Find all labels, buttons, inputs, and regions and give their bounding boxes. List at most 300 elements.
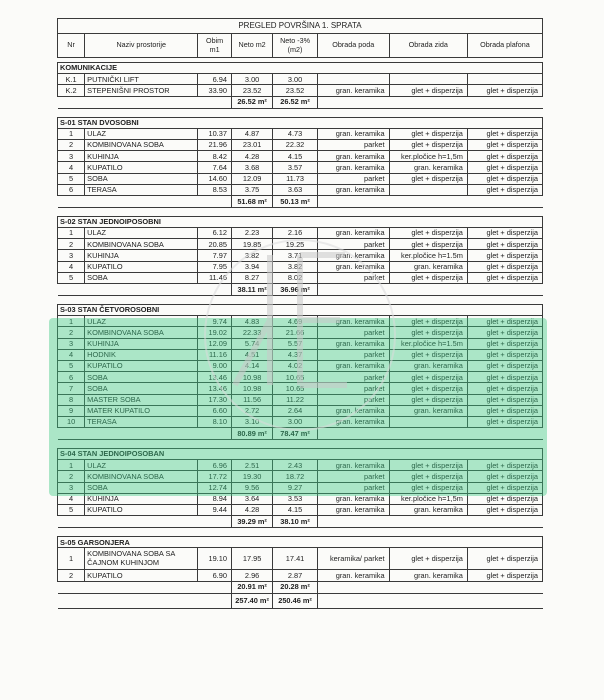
cell-nr: 2 — [58, 570, 85, 581]
table-row — [58, 548, 543, 570]
cell-net-area-minus3: 3.82 — [273, 261, 318, 272]
cell-net-area-minus3: 10.65 — [273, 372, 318, 383]
cell-perimeter: 20.85 — [198, 239, 232, 250]
subtotal-spacer — [58, 516, 232, 528]
cell-floor-finish: gran. keramika — [317, 505, 389, 516]
subtotal-net-area-minus3: 78.47 m² — [273, 428, 318, 440]
cell-wall-finish: glet + disperzija — [389, 383, 467, 394]
cell-perimeter: 11.46 — [198, 272, 232, 283]
cell-perimeter: 6.96 — [198, 460, 232, 471]
cell-nr: 1 — [58, 228, 85, 239]
cell-room-name: MATER KUPATILO — [85, 405, 198, 416]
cell-floor-finish: gran. keramika — [317, 151, 389, 162]
cell-nr: 7 — [58, 383, 85, 394]
cell-net-area-minus3: 3.57 — [273, 162, 318, 173]
cell-perimeter: 12.09 — [198, 338, 232, 349]
cell-wall-finish: glet + disperzija — [389, 372, 467, 383]
cell-floor-finish: parket — [317, 372, 389, 383]
cell-net-area-minus3: 4.37 — [273, 349, 318, 360]
cell-net-area: 3.94 — [231, 261, 272, 272]
cell-net-area-minus3: 5.57 — [273, 338, 318, 349]
section-header-row — [58, 117, 543, 128]
cell-perimeter: 6.90 — [198, 570, 232, 581]
cell-nr: 1 — [58, 128, 85, 139]
section-header-row — [58, 537, 543, 548]
cell-net-area: 5.74 — [231, 338, 272, 349]
cell-nr: 6 — [58, 372, 85, 383]
table-row — [58, 383, 543, 394]
spacer-cell — [58, 108, 543, 117]
cell-room-name: KUHINJA — [85, 493, 198, 504]
cell-wall-finish: glet + disperzija — [389, 85, 467, 96]
cell-net-area: 4.28 — [231, 505, 272, 516]
cell-nr: 5 — [58, 272, 85, 283]
cell-ceiling-finish: glet + disperzija — [467, 250, 542, 261]
subtotal-spacer — [58, 284, 232, 296]
cell-room-name: ULAZ — [85, 228, 198, 239]
cell-nr: 5 — [58, 173, 85, 184]
table-row — [58, 261, 543, 272]
cell-floor-finish: parket — [317, 239, 389, 250]
cell-perimeter: 11.16 — [198, 349, 232, 360]
header-floor-finish: Obrada poda — [317, 34, 389, 58]
cell-perimeter: 8.10 — [198, 416, 232, 427]
cell-net-area-minus3: 9.27 — [273, 482, 318, 493]
cell-net-area-minus3: 17.41 — [273, 548, 318, 570]
cell-net-area-minus3: 4.69 — [273, 316, 318, 327]
table-row — [58, 349, 543, 360]
total-spacer — [58, 593, 232, 608]
cell-net-area: 19.85 — [231, 239, 272, 250]
cell-nr: 6 — [58, 184, 85, 195]
header-nr: Nr — [58, 34, 85, 58]
cell-wall-finish: glet + disperzija — [389, 228, 467, 239]
cell-room-name: SOBA — [85, 173, 198, 184]
subtotal-net-area: 80.89 m² — [231, 428, 272, 440]
cell-ceiling-finish: glet + disperzija — [467, 383, 542, 394]
cell-floor-finish: gran. keramika — [317, 250, 389, 261]
cell-net-area-minus3: 21.66 — [273, 327, 318, 338]
cell-net-area-minus3: 11.73 — [273, 173, 318, 184]
cell-net-area-minus3: 2.64 — [273, 405, 318, 416]
cell-perimeter: 13.46 — [198, 372, 232, 383]
cell-net-area: 19.30 — [231, 471, 272, 482]
cell-net-area-minus3: 19.25 — [273, 239, 318, 250]
cell-net-area-minus3: 3.71 — [273, 250, 318, 261]
cell-nr: 2 — [58, 139, 85, 150]
table-row — [58, 505, 543, 516]
cell-nr: 1 — [58, 316, 85, 327]
subtotal-net-area: 26.52 m² — [231, 96, 272, 108]
cell-floor-finish: parket — [317, 272, 389, 283]
subtotal-spacer — [317, 516, 542, 528]
cell-net-area-minus3: 3.00 — [273, 74, 318, 85]
spacer-cell — [58, 207, 543, 216]
total-spacer — [317, 593, 542, 608]
table-row — [58, 139, 543, 150]
cell-net-area: 4.28 — [231, 151, 272, 162]
table-row — [58, 184, 543, 195]
cell-room-name: SOBA — [85, 372, 198, 383]
cell-wall-finish: gran. keramika — [389, 505, 467, 516]
table-row — [58, 272, 543, 283]
cell-wall-finish: glet + disperzija — [389, 482, 467, 493]
cell-floor-finish: gran. keramika — [317, 128, 389, 139]
cell-room-name: STEPENIŠNI PROSTOR — [85, 85, 198, 96]
cell-wall-finish: glet + disperzija — [389, 349, 467, 360]
cell-net-area: 2.96 — [231, 570, 272, 581]
cell-net-area: 3.00 — [231, 74, 272, 85]
subtotal-spacer — [58, 428, 232, 440]
cell-ceiling-finish: glet + disperzija — [467, 151, 542, 162]
cell-net-area: 10.98 — [231, 383, 272, 394]
cell-ceiling-finish: glet + disperzija — [467, 162, 542, 173]
cell-perimeter: 6.94 — [198, 74, 232, 85]
cell-floor-finish: parket — [317, 173, 389, 184]
cell-room-name: ULAZ — [85, 460, 198, 471]
spacer-row — [58, 440, 543, 449]
cell-wall-finish: glet + disperzija — [389, 327, 467, 338]
cell-floor-finish: gran. keramika — [317, 360, 389, 371]
cell-net-area-minus3: 10.65 — [273, 383, 318, 394]
cell-ceiling-finish: glet + disperzija — [467, 416, 542, 427]
cell-nr: 4 — [58, 493, 85, 504]
subtotal-spacer — [58, 581, 232, 593]
section-subtotal-row — [58, 428, 543, 440]
cell-floor-finish: gran. keramika — [317, 162, 389, 173]
section-subtotal-row — [58, 195, 543, 207]
cell-perimeter: 7.64 — [198, 162, 232, 173]
cell-net-area: 2.72 — [231, 405, 272, 416]
cell-floor-finish: keramika/ parket — [317, 548, 389, 570]
subtotal-spacer — [317, 581, 542, 593]
header-perimeter: Obim m1 — [198, 34, 232, 58]
header-ceiling-finish: Obrada plafona — [467, 34, 542, 58]
table-row — [58, 493, 543, 504]
cell-ceiling-finish: glet + disperzija — [467, 139, 542, 150]
cell-nr: 3 — [58, 338, 85, 349]
cell-net-area-minus3: 3.63 — [273, 184, 318, 195]
cell-wall-finish: ker.pločice h=1,5m — [389, 151, 467, 162]
spacer-row — [58, 207, 543, 216]
cell-net-area: 3.68 — [231, 162, 272, 173]
cell-net-area: 11.56 — [231, 394, 272, 405]
cell-ceiling-finish: glet + disperzija — [467, 482, 542, 493]
cell-net-area-minus3: 2.16 — [273, 228, 318, 239]
cell-perimeter: 8.94 — [198, 493, 232, 504]
section-header-row — [58, 305, 543, 316]
cell-wall-finish: glet + disperzija — [389, 239, 467, 250]
cell-net-area: 4.83 — [231, 316, 272, 327]
cell-perimeter: 13.46 — [198, 383, 232, 394]
cell-room-name: KUPATILO — [85, 570, 198, 581]
cell-floor-finish: parket — [317, 139, 389, 150]
section-subtotal-row — [58, 284, 543, 296]
section-title: S-01 STAN DVOSOBNI — [58, 117, 543, 128]
cell-nr: K.1 — [58, 74, 85, 85]
header-row — [58, 34, 543, 58]
header-wall-finish: Obrada zida — [389, 34, 467, 58]
table-row — [58, 338, 543, 349]
cell-ceiling-finish: glet + disperzija — [467, 493, 542, 504]
subtotal-spacer — [317, 428, 542, 440]
cell-ceiling-finish: glet + disperzija — [467, 228, 542, 239]
cell-floor-finish: gran. keramika — [317, 184, 389, 195]
grand-total-row — [58, 593, 543, 608]
cell-room-name: TERASA — [85, 184, 198, 195]
cell-net-area-minus3: 22.32 — [273, 139, 318, 150]
table-row — [58, 416, 543, 427]
table-row — [58, 471, 543, 482]
table-row — [58, 460, 543, 471]
header-room-name: Naziv prostorije — [85, 34, 198, 58]
cell-wall-finish: glet + disperzija — [389, 316, 467, 327]
cell-floor-finish: gran. keramika — [317, 316, 389, 327]
table-row — [58, 360, 543, 371]
cell-net-area: 17.95 — [231, 548, 272, 570]
cell-nr: 3 — [58, 151, 85, 162]
table-title-row — [58, 19, 543, 34]
cell-floor-finish: gran. keramika — [317, 228, 389, 239]
cell-perimeter: 8.42 — [198, 151, 232, 162]
cell-perimeter: 14.60 — [198, 173, 232, 184]
cell-net-area-minus3: 3.53 — [273, 493, 318, 504]
cell-nr: 8 — [58, 394, 85, 405]
cell-net-area: 10.98 — [231, 372, 272, 383]
cell-wall-finish: glet + disperzija — [389, 460, 467, 471]
cell-net-area: 4.14 — [231, 360, 272, 371]
section-header-row — [58, 449, 543, 460]
cell-ceiling-finish: glet + disperzija — [467, 471, 542, 482]
subtotal-net-area-minus3: 20.28 m² — [273, 581, 318, 593]
area-table-sheet — [57, 18, 543, 609]
cell-perimeter: 12.74 — [198, 482, 232, 493]
section-header-row — [58, 216, 543, 227]
cell-perimeter: 7.95 — [198, 261, 232, 272]
cell-net-area: 23.52 — [231, 85, 272, 96]
cell-nr: 3 — [58, 250, 85, 261]
cell-wall-finish — [389, 74, 467, 85]
cell-nr: 4 — [58, 162, 85, 173]
cell-wall-finish: glet + disperzija — [389, 394, 467, 405]
cell-room-name: ULAZ — [85, 316, 198, 327]
section-title: S-05 GARSONJERA — [58, 537, 543, 548]
cell-net-area: 4.87 — [231, 128, 272, 139]
table-row — [58, 173, 543, 184]
cell-ceiling-finish: glet + disperzija — [467, 261, 542, 272]
cell-ceiling-finish: glet + disperzija — [467, 505, 542, 516]
subtotal-spacer — [58, 195, 232, 207]
cell-wall-finish: ker.pločice h=1.5m — [389, 250, 467, 261]
cell-net-area: 3.82 — [231, 250, 272, 261]
cell-ceiling-finish: glet + disperzija — [467, 349, 542, 360]
cell-perimeter: 17.72 — [198, 471, 232, 482]
cell-room-name: KUPATILO — [85, 261, 198, 272]
spacer-row — [58, 528, 543, 537]
cell-wall-finish: ker.pločice h=1,5m — [389, 493, 467, 504]
cell-net-area-minus3: 2.43 — [273, 460, 318, 471]
cell-nr: 3 — [58, 482, 85, 493]
cell-perimeter: 9.00 — [198, 360, 232, 371]
cell-wall-finish: glet + disperzija — [389, 128, 467, 139]
area-summary-table — [57, 18, 543, 609]
cell-floor-finish — [317, 74, 389, 85]
table-row — [58, 228, 543, 239]
cell-perimeter: 19.02 — [198, 327, 232, 338]
cell-net-area-minus3: 18.72 — [273, 471, 318, 482]
cell-ceiling-finish: glet + disperzija — [467, 173, 542, 184]
cell-nr: K.2 — [58, 85, 85, 96]
cell-wall-finish: glet + disperzija — [389, 272, 467, 283]
cell-perimeter: 7.97 — [198, 250, 232, 261]
cell-room-name: SOBA — [85, 482, 198, 493]
spacer-row — [58, 108, 543, 117]
cell-wall-finish: glet + disperzija — [389, 471, 467, 482]
cell-floor-finish: gran. keramika — [317, 570, 389, 581]
table-row — [58, 162, 543, 173]
cell-ceiling-finish: glet + disperzija — [467, 338, 542, 349]
cell-net-area: 3.64 — [231, 493, 272, 504]
subtotal-net-area-minus3: 38.10 m² — [273, 516, 318, 528]
cell-room-name: KUPATILO — [85, 505, 198, 516]
cell-net-area: 12.09 — [231, 173, 272, 184]
cell-nr: 5 — [58, 505, 85, 516]
cell-ceiling-finish: glet + disperzija — [467, 316, 542, 327]
subtotal-spacer — [317, 284, 542, 296]
subtotal-net-area-minus3: 50.13 m² — [273, 195, 318, 207]
cell-room-name: KUPATILO — [85, 360, 198, 371]
cell-floor-finish: parket — [317, 394, 389, 405]
cell-floor-finish: gran. keramika — [317, 460, 389, 471]
cell-wall-finish: glet + disperzija — [389, 139, 467, 150]
cell-floor-finish: gran. keramika — [317, 405, 389, 416]
cell-nr: 2 — [58, 471, 85, 482]
cell-ceiling-finish: glet + disperzija — [467, 372, 542, 383]
section-subtotal-row — [58, 516, 543, 528]
table-row — [58, 405, 543, 416]
cell-wall-finish: gran. keramika — [389, 360, 467, 371]
cell-perimeter: 17.30 — [198, 394, 232, 405]
cell-net-area: 22.33 — [231, 327, 272, 338]
cell-ceiling-finish: glet + disperzija — [467, 272, 542, 283]
cell-floor-finish: parket — [317, 327, 389, 338]
cell-room-name: KOMBINOVANA SOBA — [85, 327, 198, 338]
table-row — [58, 327, 543, 338]
subtotal-net-area-minus3: 36.96 m² — [273, 284, 318, 296]
section-header-row — [58, 63, 543, 74]
header-net-area: Neto m2 — [231, 34, 272, 58]
section-title: S-02 STAN JEDNOIPOSOBNI — [58, 216, 543, 227]
section-title: KOMUNIKACIJE — [58, 63, 543, 74]
cell-net-area: 3.75 — [231, 184, 272, 195]
spacer-row — [58, 296, 543, 305]
cell-nr: 4 — [58, 261, 85, 272]
cell-net-area: 2.51 — [231, 460, 272, 471]
cell-ceiling-finish: glet + disperzija — [467, 128, 542, 139]
cell-net-area-minus3: 3.00 — [273, 416, 318, 427]
cell-room-name: KOMBINOVANA SOBA — [85, 471, 198, 482]
cell-perimeter: 33.90 — [198, 85, 232, 96]
cell-nr: 1 — [58, 460, 85, 471]
cell-wall-finish: glet + disperzija — [389, 173, 467, 184]
cell-ceiling-finish: glet + disperzija — [467, 460, 542, 471]
cell-floor-finish: gran. keramika — [317, 338, 389, 349]
cell-nr: 9 — [58, 405, 85, 416]
table-row — [58, 482, 543, 493]
cell-nr: 4 — [58, 349, 85, 360]
cell-room-name: MASTER SOBA — [85, 394, 198, 405]
cell-wall-finish — [389, 184, 467, 195]
spacer-cell — [58, 296, 543, 305]
cell-perimeter: 10.37 — [198, 128, 232, 139]
section-subtotal-row — [58, 581, 543, 593]
cell-floor-finish: gran. keramika — [317, 493, 389, 504]
cell-wall-finish — [389, 416, 467, 427]
subtotal-spacer — [317, 195, 542, 207]
table-row — [58, 570, 543, 581]
table-row — [58, 151, 543, 162]
cell-wall-finish: ker.pločice h=1.5m — [389, 338, 467, 349]
cell-wall-finish: gran. keramika — [389, 405, 467, 416]
cell-perimeter: 8.53 — [198, 184, 232, 195]
cell-net-area: 3.10 — [231, 416, 272, 427]
cell-net-area-minus3: 11.22 — [273, 394, 318, 405]
subtotal-spacer — [317, 96, 542, 108]
cell-ceiling-finish — [467, 74, 542, 85]
subtotal-net-area: 39.29 m² — [231, 516, 272, 528]
spacer-cell — [58, 440, 543, 449]
subtotal-spacer — [58, 96, 232, 108]
cell-nr: 2 — [58, 239, 85, 250]
table-row — [58, 316, 543, 327]
cell-nr: 5 — [58, 360, 85, 371]
cell-ceiling-finish: glet + disperzija — [467, 85, 542, 96]
cell-floor-finish: gran. keramika — [317, 261, 389, 272]
cell-nr: 10 — [58, 416, 85, 427]
cell-wall-finish: glet + disperzija — [389, 548, 467, 570]
cell-floor-finish: parket — [317, 383, 389, 394]
cell-perimeter: 6.60 — [198, 405, 232, 416]
cell-floor-finish: parket — [317, 471, 389, 482]
cell-room-name: SOBA — [85, 272, 198, 283]
table-row — [58, 239, 543, 250]
cell-room-name: KUHINJA — [85, 151, 198, 162]
cell-net-area-minus3: 8.02 — [273, 272, 318, 283]
cell-net-area: 4.51 — [231, 349, 272, 360]
cell-floor-finish: parket — [317, 349, 389, 360]
cell-ceiling-finish: glet + disperzija — [467, 239, 542, 250]
cell-net-area-minus3: 23.52 — [273, 85, 318, 96]
cell-net-area-minus3: 4.02 — [273, 360, 318, 371]
grand-total-net-area: 257.40 m² — [231, 593, 272, 608]
cell-room-name: PUTNIČKI LIFT — [85, 74, 198, 85]
cell-perimeter: 9.44 — [198, 505, 232, 516]
cell-room-name: ULAZ — [85, 128, 198, 139]
cell-floor-finish: gran. keramika — [317, 416, 389, 427]
table-row — [58, 394, 543, 405]
cell-room-name: KOMBINOVANA SOBA — [85, 139, 198, 150]
cell-room-name: KUHINJA — [85, 338, 198, 349]
cell-wall-finish: gran. keramika — [389, 162, 467, 173]
cell-room-name: KOMBINOVANA SOBA SA ČAJNOM KUHINJOM — [85, 548, 198, 570]
table-row — [58, 372, 543, 383]
section-title: S-03 STAN ČETVOROSOBNI — [58, 305, 543, 316]
cell-nr: 2 — [58, 327, 85, 338]
cell-room-name: KOMBINOVANA SOBA — [85, 239, 198, 250]
table-row — [58, 85, 543, 96]
cell-ceiling-finish: glet + disperzija — [467, 405, 542, 416]
subtotal-net-area: 38.11 m² — [231, 284, 272, 296]
